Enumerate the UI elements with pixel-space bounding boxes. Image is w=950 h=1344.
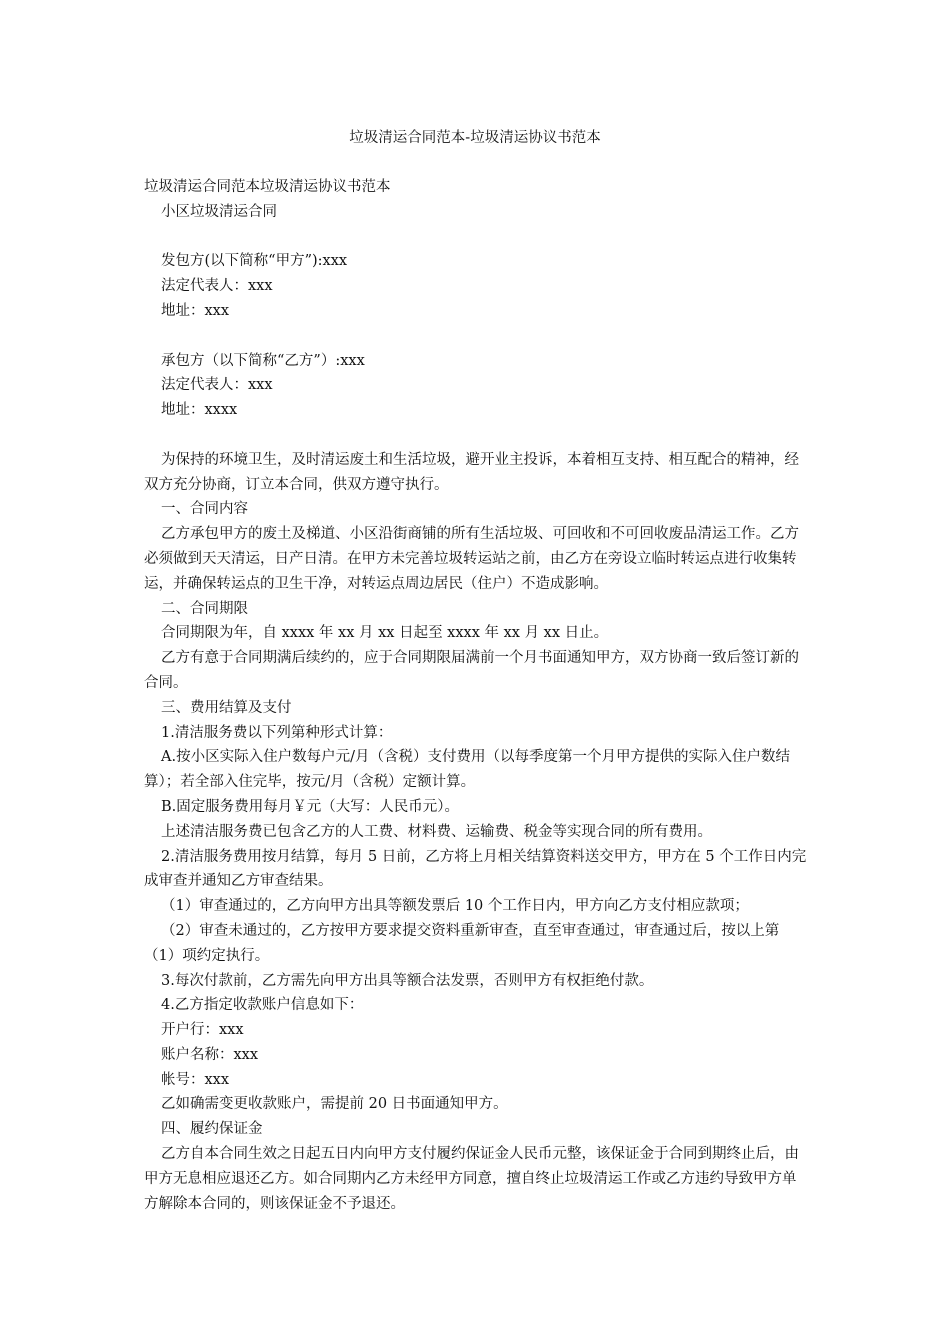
line-subheading: 小区垃圾清运合同 <box>161 203 277 220</box>
document-body <box>144 175 810 1216</box>
line-sec3-1: 1.清洁服务费以下列第种形式计算： <box>161 724 393 741</box>
line-sec2-renew: 乙方有意于合同期满后续约的，应于合同期限届满前一个月书面通知甲方，双方协商一致后签订新的合同。 <box>144 650 799 691</box>
line-sec3-title: 三、费用结算及支付 <box>161 699 292 716</box>
line-blank-1 <box>144 225 810 250</box>
line-party-b: 承包方（以下简称“乙方”）:xxx <box>161 352 365 369</box>
line-account-name: 账户名称：xxx <box>161 1046 259 1063</box>
line-party-b-rep: 法定代表人：xxx <box>161 377 273 394</box>
line-sec2-title: 二、合同期限 <box>161 600 248 617</box>
line-blank-3 <box>144 423 810 448</box>
line-sec1-body: 乙方承包甲方的废土及梯道、小区沿街商铺的所有生活垃圾、可回收和不可回收废品清运工作。乙方必须做到天天清运，日产日清。在甲方未完善垃圾转运站之前，由乙方在旁设立临时转运点进行收集转运，并确保转运点的卫生干净，对转运点周边居民（住户）不造成影响。 <box>144 526 799 592</box>
line-sec3-3: 3.每次付款前，乙方需先向甲方出具等额合法发票，否则甲方有权拒绝付款。 <box>161 972 654 989</box>
line-sec3-1a: A.按小区实际入住户数每户元/月（含税）支付费用（以每季度第一个月甲方提供的实际入住户数结算）；若全部入住完毕，按元/月（含税）定额计算。 <box>144 749 790 791</box>
line-blank-2 <box>144 324 810 349</box>
line-preamble: 为保持的环境卫生，及时清运废土和生活垃圾，避开业主投诉，本着相互支持、相互配合的精神，经双方充分协商，订立本合同，供双方遵守执行。 <box>144 451 799 493</box>
line-heading: 垃圾清运合同范本垃圾清运协议书范本 <box>144 179 391 195</box>
line-sec3-2-2: （2）审查未通过的，乙方按甲方要求提交资料重新审查，直至审查通过，审查通过后，按以上第（1）项约定执行。 <box>144 922 780 964</box>
line-sec4-body: 乙方自本合同生效之日起五日内向甲方支付履约保证金人民币元整，该保证金于合同到期终止后，由甲方无息相应退还乙方。如合同期内乙方未经甲方同意，擅自终止垃圾清运工作或乙方违约导致甲方单方解除本合同的，则该保证金不予退还。 <box>144 1146 799 1212</box>
line-party-b-addr: 地址：xxxx <box>161 402 238 419</box>
line-party-a-addr: 地址：xxx <box>161 302 230 319</box>
line-sec3-2: 2.清洁服务费用按月结算，每月 5 日前，乙方将上月相关结算资料送交甲方，甲方在 5 个工作日内完成审查并通知乙方审查结果。 <box>144 848 807 890</box>
line-party-a-rep: 法定代表人：xxx <box>161 278 273 295</box>
document-title: 垃圾清运合同范本-垃圾清运协议书范本 <box>349 130 601 146</box>
line-sec4-title: 四、履约保证金 <box>161 1121 263 1138</box>
line-sec1-title: 一、合同内容 <box>161 501 248 518</box>
line-sec2-term: 合同期限为年，自 xxxx 年 xx 月 xx 日起至 xxxx 年 xx 月 xx 日止。 <box>161 625 609 642</box>
line-account-no: 帐号：xxx <box>161 1071 230 1088</box>
line-sec3-2-1: （1）审查通过的，乙方向甲方出具等额发票后 10 个工作日内，甲方向乙方支付相应款项； <box>161 898 749 915</box>
line-sec3-4: 4.乙方指定收款账户信息如下： <box>161 997 364 1014</box>
line-sec3-1c: 上述清洁服务费已包含乙方的人工费、材料费、运输费、税金等实现合同的所有费用。 <box>161 823 712 840</box>
line-account-change: 乙如确需变更收款账户，需提前 20 日书面通知甲方。 <box>161 1096 508 1113</box>
line-sec3-1b: B.固定服务费用每月￥元（大写：人民币元）。 <box>161 798 460 815</box>
line-bank: 开户行：xxx <box>161 1022 244 1039</box>
line-party-a: 发包方(以下简称“甲方”):xxx <box>161 253 348 270</box>
